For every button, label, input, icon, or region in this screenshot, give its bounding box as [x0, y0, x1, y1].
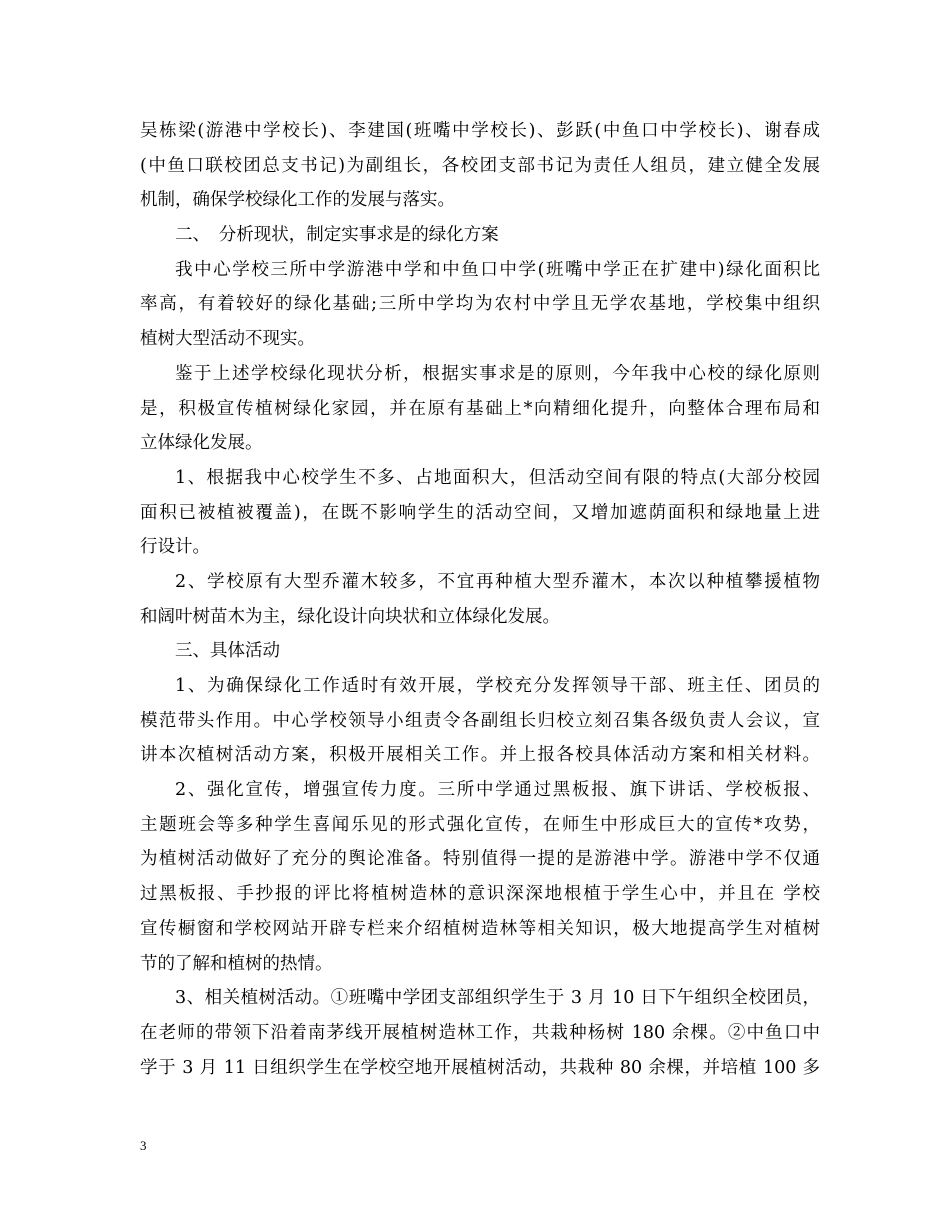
- text-line: 学于 3 月 11 日组织学生在学校空地开展植树活动，共栽种 80 余棵，并培植 100 多: [140, 1057, 820, 1078]
- text-line: 机制，确保学校绿化工作的发展与落实。: [140, 190, 455, 211]
- text-line: 为植树活动做好了充分的舆论准备。特别值得一提的是游港中学。游港中学不仅通: [140, 849, 820, 870]
- text-line: (中鱼口联校团总支书记)为副组长，各校团支部书记为责任人组员，建立健全发展: [140, 155, 820, 176]
- text-line: 二、 分析现状，制定实事求是的绿化方案: [175, 225, 499, 246]
- text-line: 是，积极宣传植树绿化家园，并在原有基础上*向精细化提升，向整体合理布局和: [140, 398, 820, 419]
- text-line: 在老师的带领下沿着南茅线开展植树造林工作，共栽种杨树 180 余棵。②中鱼口中: [140, 1022, 820, 1043]
- text-line: 行设计。: [140, 537, 210, 558]
- text-line: 过黑板报、手抄报的评比将植树造林的意识深深地根植于学生心中，并且在 学校: [140, 884, 820, 905]
- text-line: 立体绿化发展。: [140, 433, 263, 454]
- text-line: 我中心学校三所中学游港中学和中鱼口中学(班嘴中学正在扩建中)绿化面积比: [175, 259, 820, 280]
- text-line: 2、强化宣传，增强宣传力度。三所中学通过黑板报、旗下讲话、学校板报、: [175, 780, 820, 801]
- text-line: 节的了解和植树的热情。: [140, 953, 333, 974]
- text-line: 宣传橱窗和学校网站开辟专栏来介绍植树造林等相关知识，极大地提高学生对植树: [140, 918, 820, 939]
- text-line: 率高，有着较好的绿化基础;三所中学均为农村中学且无学农基地，学校集中组织: [140, 294, 820, 315]
- text-line: 三、具体活动: [175, 641, 280, 662]
- text-line: 吴栋梁(游港中学校长)、李建国(班嘴中学校长)、彭跃(中鱼口中学校长)、谢春成: [140, 121, 820, 141]
- text-line: 1、根据我中心校学生不多、占地面积大，但活动空间有限的特点(大部分校园: [175, 467, 820, 488]
- page-number: 3: [140, 1138, 147, 1153]
- text-line: 鉴于上述学校绿化现状分析，根据实事求是的原则，今年我中心校的绿化原则: [175, 363, 820, 384]
- text-line: 和阔叶树苗木为主，绿化设计向块状和立体绿化发展。: [140, 606, 560, 627]
- text-line: 讲本次植树活动方案，积极开展相关工作。并上报各校具体活动方案和相关材料。: [140, 745, 820, 766]
- text-line: 3、相关植树活动。①班嘴中学团支部组织学生于 3 月 10 日下午组织全校团员，: [175, 988, 820, 1009]
- body-text: [140, 114, 820, 1085]
- text-line: 1、为确保绿化工作适时有效开展，学校充分发挥领导干部、班主任、团员的: [175, 676, 820, 696]
- text-line: 面积已被植被覆盖)，在既不影响学生的活动空间，又增加遮荫面积和绿地量上进: [140, 502, 820, 523]
- text-line: 植树大型活动不现实。: [140, 329, 315, 350]
- text-line: 2、学校原有大型乔灌木较多，不宜再种植大型乔灌木，本次以种植攀援植物: [175, 571, 820, 592]
- text-line: 模范带头作用。中心学校领导小组责令各副组长归校立刻召集各级负责人会议，宣: [140, 710, 820, 731]
- text-line: 主题班会等多种学生喜闻乐见的形式强化宣传，在师生中形成巨大的宣传*攻势，: [140, 814, 820, 835]
